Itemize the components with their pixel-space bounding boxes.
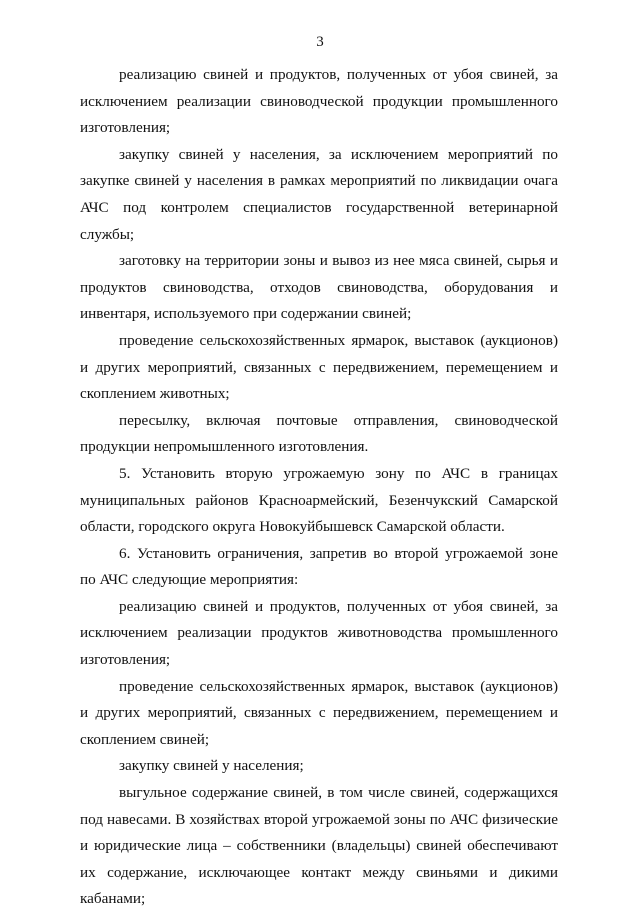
paragraph-pig-sales-restriction: реализацию свиней и продуктов, полученных от убоя свиней, за исключением реализации свиноводческой продукции промышленного изготовления; [80,66,558,137]
paragraph-pig-purchase-restriction: закупку свиней у населения, за исключением мероприятий по закупке свиней у населения в рамках мероприятий по ликвидации очага АЧС под контролем специалистов государственной ветеринарной службы; [80,145,558,243]
paragraph-second-zone-free-range: выгульное содержание свиней, в том числе свиней, содержащихся под навесами. В хозяйствах второй угрожаемой зоны по АЧС физические и юридические лица – собственники (владельцы) свиней обеспечивают их содержание, исключающее контакт между свиньями и дикими кабанами; [80,784,558,908]
paragraph-second-zone-purchase: закупку свиней у населения; [119,757,304,775]
paragraph-meat-export-restriction: заготовку на территории зоны и вывоз из нее мяса свиней, сырья и продуктов свиноводства, отходов свиноводства, оборудования и инвентаря, используемого при содержании свиней; [80,252,558,323]
paragraph-fairs-restriction: проведение сельскохозяйственных ярмарок, выставок (аукционов) и других мероприятий, связанных с передвижением, перемещением и скоплением животных; [80,331,558,403]
paragraph-item-6-restrictions: 6. Установить ограничения, запретив во второй угрожаемой зоне по АЧС следующие мероприятия: [80,544,558,589]
page-number: 3 [316,34,324,50]
document-body [80,62,558,913]
paragraph-second-zone-sales: реализацию свиней и продуктов, полученных от убоя свиней, за исключением реализации продуктов животноводства промышленного изготовления; [80,597,558,669]
paragraph-item-5-second-zone: 5. Установить вторую угрожаемую зону по АЧС в границах муниципальных районов Красноармейский, Безенчукский Самарской области, городского округа Новокуйбышевск Самарской области. [80,464,558,536]
paragraph-mailing-restriction: пересылку, включая почтовые отправления, свиноводческой продукции непромышленного изготовления. [80,411,558,456]
paragraph-second-zone-fairs: проведение сельскохозяйственных ярмарок, выставок (аукционов) и других мероприятий, связанных с передвижением, перемещением и скоплением свиней; [80,677,558,748]
